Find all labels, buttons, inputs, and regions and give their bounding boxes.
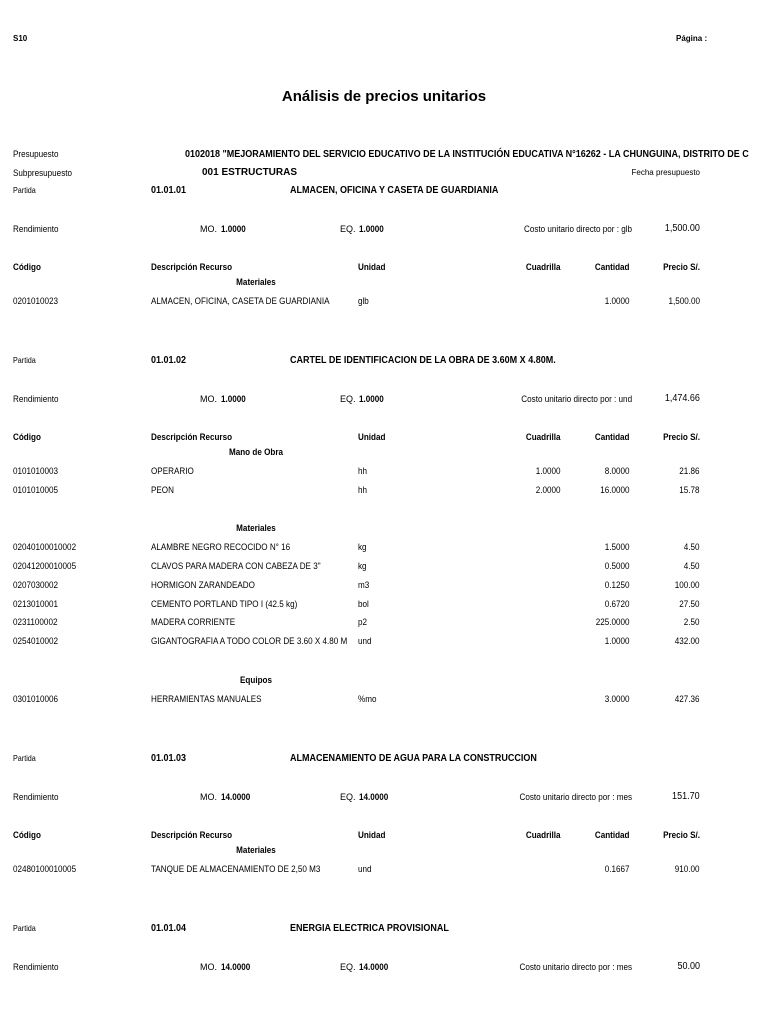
resource-unidad: glb [358, 296, 369, 306]
eq-value: 14.0000 [359, 792, 389, 802]
col-unidad: Unidad [358, 262, 386, 272]
col-precio: Precio S/. [663, 830, 700, 840]
presupuesto-value: 0102018 "MEJORAMIENTO DEL SERVICIO EDUCATIVO DE LA INSTITUCIÓN EDUCATIVA N°16262 - LA CHUNGUINA, DISTRITO DE C [185, 149, 749, 160]
resource-cantidad: 1.0000 [605, 635, 630, 646]
costo-unitario-value: 151.70 [672, 791, 700, 802]
resource-codigo: 0301010006 [13, 693, 59, 704]
resource-unidad: kg [358, 561, 367, 572]
col-descripcion: Descripción Recurso [151, 432, 233, 442]
col-codigo: Código [13, 830, 41, 840]
group-header: Materiales [236, 277, 276, 287]
eq-value: 14.0000 [359, 962, 389, 972]
resource-precio: 100.00 [675, 579, 700, 590]
col-cuadrilla: Cuadrilla [526, 432, 561, 442]
col-cantidad: Cantidad [595, 432, 630, 442]
mo-value: 14.0000 [221, 962, 251, 972]
col-cantidad: Cantidad [595, 830, 630, 840]
resource-cantidad: 8.0000 [605, 466, 630, 476]
partida-code: 01.01.01 [151, 185, 187, 196]
mo-label: MO. [200, 394, 217, 404]
group-header: Materiales [236, 523, 276, 534]
resource-cantidad: 0.6720 [605, 598, 630, 609]
partida-name: CARTEL DE IDENTIFICACION DE LA OBRA DE 3.60M X 4.80M. [290, 355, 556, 366]
partida-code: 01.01.02 [151, 355, 187, 366]
partida-label: Partida [13, 924, 36, 933]
resource-codigo: 0213010001 [13, 598, 59, 609]
group-header: Equipos [240, 674, 272, 685]
resource-precio: 910.00 [675, 864, 700, 874]
eq-value: 1.0000 [359, 394, 384, 404]
system-label: S10 [13, 34, 28, 43]
rendimiento-label: Rendimiento [13, 962, 59, 972]
page-label: Página : [676, 34, 708, 43]
col-precio: Precio S/. [663, 432, 700, 442]
eq-label: EQ. [340, 224, 356, 234]
mo-value: 14.0000 [221, 792, 251, 802]
eq-label: EQ. [340, 792, 356, 802]
resource-precio: 1,500.00 [668, 296, 700, 306]
mo-label: MO. [200, 962, 217, 972]
costo-unitario-value: 50.00 [677, 961, 700, 972]
resource-unidad: kg [358, 542, 367, 553]
eq-value: 1.0000 [359, 224, 384, 234]
group-header: Materiales [236, 845, 276, 855]
resource-precio: 4.50 [684, 542, 700, 553]
partida-name: ALMACEN, OFICINA Y CASETA DE GUARDIANIA [290, 185, 499, 196]
col-codigo: Código [13, 432, 41, 442]
col-unidad: Unidad [358, 432, 386, 442]
costo-unitario-label: Costo unitario directo por : mes [519, 962, 632, 972]
eq-label: EQ. [340, 394, 356, 404]
col-descripcion: Descripción Recurso [151, 830, 233, 840]
resource-unidad: hh [358, 466, 368, 476]
mo-label: MO. [200, 224, 217, 234]
resource-unidad: bol [358, 598, 369, 609]
costo-unitario-label: Costo unitario directo por : und [521, 394, 632, 404]
resource-descripcion: ALAMBRE NEGRO RECOCIDO N° 16 [151, 542, 291, 553]
resource-cantidad: 0.1250 [605, 579, 630, 590]
resource-cantidad: 0.1667 [605, 864, 630, 874]
resource-cantidad: 225.0000 [596, 617, 630, 628]
resource-cantidad: 16.0000 [600, 484, 630, 495]
resource-cantidad: 0.5000 [605, 561, 630, 572]
col-cantidad: Cantidad [595, 262, 630, 272]
page-title: Análisis de precios unitarios [281, 88, 487, 105]
costo-unitario-value: 1,500.00 [664, 223, 700, 234]
resource-descripcion: ALMACEN, OFICINA, CASETA DE GUARDIANIA [151, 296, 330, 306]
mo-value: 1.0000 [221, 224, 246, 234]
resource-codigo: 0101010005 [13, 484, 59, 495]
resource-unidad: hh [358, 484, 368, 495]
partida-code: 01.01.04 [151, 923, 187, 934]
resource-codigo: 0201010023 [13, 296, 59, 306]
partida-code: 01.01.03 [151, 753, 187, 764]
col-descripcion: Descripción Recurso [151, 262, 233, 272]
resource-precio: 432.00 [675, 635, 700, 646]
resource-unidad: und [358, 635, 372, 646]
partida-label: Partida [13, 186, 36, 195]
col-precio: Precio S/. [663, 262, 700, 272]
resource-precio: 427.36 [675, 693, 700, 704]
resource-descripcion: CEMENTO PORTLAND TIPO I (42.5 kg) [151, 598, 298, 609]
resource-cuadrilla: 1.0000 [536, 466, 561, 476]
resource-unidad: p2 [358, 617, 368, 628]
resource-codigo: 0254010002 [13, 635, 59, 646]
resource-unidad: %mo [358, 693, 377, 704]
resource-codigo: 0101010003 [13, 466, 59, 476]
resource-precio: 15.78 [679, 484, 700, 495]
resource-descripcion: PEON [151, 484, 174, 495]
partida-name: ENERGIA ELECTRICA PROVISIONAL [290, 923, 449, 934]
resource-codigo: 0207030002 [13, 579, 59, 590]
costo-unitario-value: 1,474.66 [664, 393, 700, 404]
subpresupuesto-label: Subpresupuesto [13, 168, 73, 178]
resource-descripcion: MADERA CORRIENTE [151, 617, 236, 628]
eq-label: EQ. [340, 962, 356, 972]
resource-descripcion: OPERARIO [151, 466, 194, 476]
resource-cantidad: 3.0000 [605, 693, 630, 704]
mo-label: MO. [200, 792, 217, 802]
col-codigo: Código [13, 262, 41, 272]
resource-precio: 4.50 [684, 561, 700, 572]
resource-cuadrilla: 2.0000 [536, 484, 561, 495]
partida-label: Partida [13, 754, 36, 763]
resource-precio: 2.50 [684, 617, 700, 628]
costo-unitario-label: Costo unitario directo por : mes [519, 792, 632, 802]
resource-precio: 21.86 [679, 466, 700, 476]
partida-label: Partida [13, 356, 36, 365]
resource-descripcion: TANQUE DE ALMACENAMIENTO DE 2,50 M3 [151, 864, 321, 874]
resource-unidad: m3 [358, 579, 370, 590]
resource-descripcion: HORMIGON ZARANDEADO [151, 579, 255, 590]
presupuesto-label: Presupuesto [13, 149, 59, 159]
col-cuadrilla: Cuadrilla [526, 830, 561, 840]
resource-descripcion: CLAVOS PARA MADERA CON CABEZA DE 3" [151, 561, 321, 572]
col-unidad: Unidad [358, 830, 386, 840]
fecha-presupuesto-label: Fecha presupuesto [631, 168, 700, 177]
resource-descripcion: HERRAMIENTAS MANUALES [151, 693, 262, 704]
resource-codigo: 0231100002 [13, 617, 58, 628]
mo-value: 1.0000 [221, 394, 246, 404]
resource-unidad: und [358, 864, 372, 874]
costo-unitario-label: Costo unitario directo por : glb [523, 224, 632, 234]
resource-codigo: 02040100010002 [13, 542, 77, 553]
rendimiento-label: Rendimiento [13, 394, 59, 404]
col-cuadrilla: Cuadrilla [526, 262, 561, 272]
rendimiento-label: Rendimiento [13, 224, 59, 234]
partida-name: ALMACENAMIENTO DE AGUA PARA LA CONSTRUCCION [290, 753, 537, 764]
group-header: Mano de Obra [228, 447, 283, 457]
resource-precio: 27.50 [679, 598, 700, 609]
resource-cantidad: 1.0000 [605, 296, 630, 306]
subpresupuesto-value: 001 ESTRUCTURAS [202, 167, 298, 178]
resource-codigo: 02480100010005 [13, 864, 77, 874]
rendimiento-label: Rendimiento [13, 792, 59, 802]
resource-descripcion: GIGANTOGRAFIA A TODO COLOR DE 3.60 X 4.80 M [151, 635, 348, 646]
resource-codigo: 02041200010005 [13, 561, 77, 572]
resource-cantidad: 1.5000 [605, 542, 630, 553]
